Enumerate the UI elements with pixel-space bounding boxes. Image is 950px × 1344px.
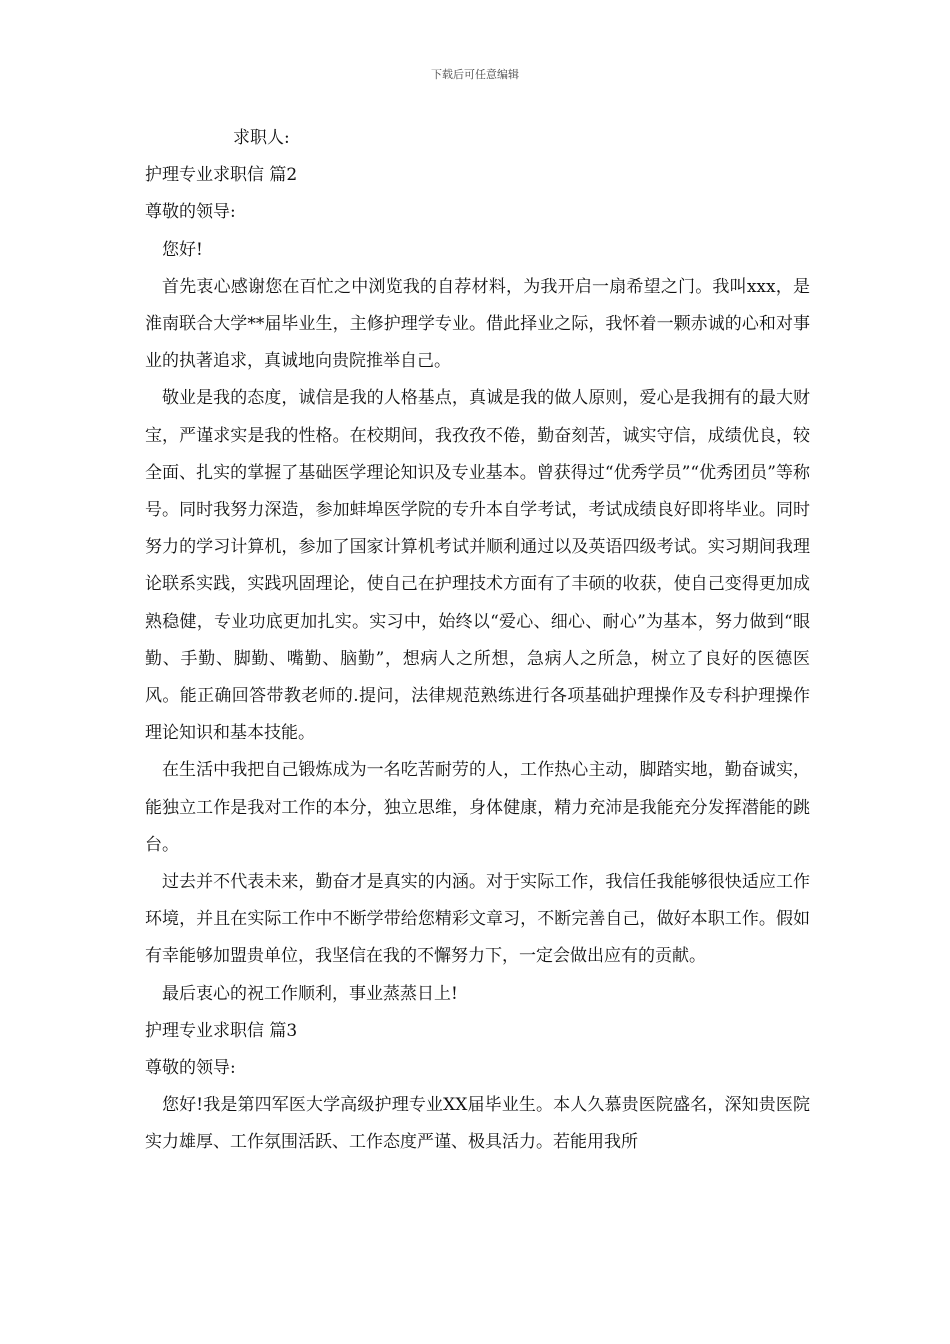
body-paragraph: 首先衷心感谢您在百忙之中浏览我的自荐材料，为我开启一扇希望之门。我叫xxx，是淮南联合大学**届毕业生，主修护理学专业。借此择业之际，我怀着一颗赤诚的心和对事业的执著追求，真诚地向贵院推举自己。 (145, 276, 810, 372)
salutation: 尊敬的领导: (145, 1058, 236, 1079)
greeting: 您好! (162, 239, 203, 260)
section-title: 护理专业求职信 篇3 (145, 1020, 298, 1041)
section-title: 护理专业求职信 篇2 (145, 165, 298, 186)
page-header-watermark: 下载后可任意编辑 (431, 68, 519, 81)
signature-label: 求职人: (233, 128, 290, 148)
salutation: 尊敬的领导: (145, 202, 236, 223)
closing-paragraph: 最后衷心的祝工作顺利，事业蒸蒸日上! (162, 983, 458, 1004)
body-paragraph: 您好!我是第四军医大学高级护理专业XX届毕业生。本人久慕贵医院盛名，深知贵医院实力雄厚、工作氛围活跃、工作态度严谨、极具活力。若能用我所 (145, 1095, 810, 1153)
body-paragraph: 在生活中我把自己锻炼成为一名吃苦耐劳的人，工作热心主动，脚踏实地，勤奋诚实，能独立工作是我对工作的本分，独立思维，身体健康，精力充沛是我能充分发挥潜能的跳台。 (145, 760, 810, 855)
body-paragraph: 过去并不代表未来，勤奋才是真实的内涵。对于实际工作，我信任我能够很快适应工作环境，并且在实际工作中不断学带给您精彩文章习，不断完善自己，做好本职工作。假如有幸能够加盟贵单位，我坚信在我的不懈努力下，一定会做出应有的贡献。 (145, 872, 810, 967)
document-body (145, 120, 810, 1162)
body-paragraph: 敬业是我的态度，诚信是我的人格基点，真诚是我的做人原则，爱心是我拥有的最大财宝，严谨求实是我的性格。在校期间，我孜孜不倦，勤奋刻苦，诚实守信，成绩优良，较全面、扎实的掌握了基础医学理论知识及专业基本。曾获得过“优秀学员”“优秀团员”等称号。同时我努力深造，参加蚌埠医学院的专升本自学考试，考试成绩良好即将毕业。同时努力的学习计算机，参加了国家计算机考试并顺利通过以及英语四级考试。实习期间我理论联系实践，实践巩固理论，使自己在护理技术方面有了丰硕的收获，使自己变得更加成熟稳健，专业功底更加扎实。实习中，始终以“爱心、细心、耐心”为基本，努力做到“眼勤、手勤、脚勤、嘴勤、脑勤”，想病人之所想，急病人之所急，树立了良好的医德医风。能正确回答带教老师的.提问，法律规范熟练进行各项基础护理操作及专科护理操作理论知识和基本技能。 (145, 388, 810, 744)
